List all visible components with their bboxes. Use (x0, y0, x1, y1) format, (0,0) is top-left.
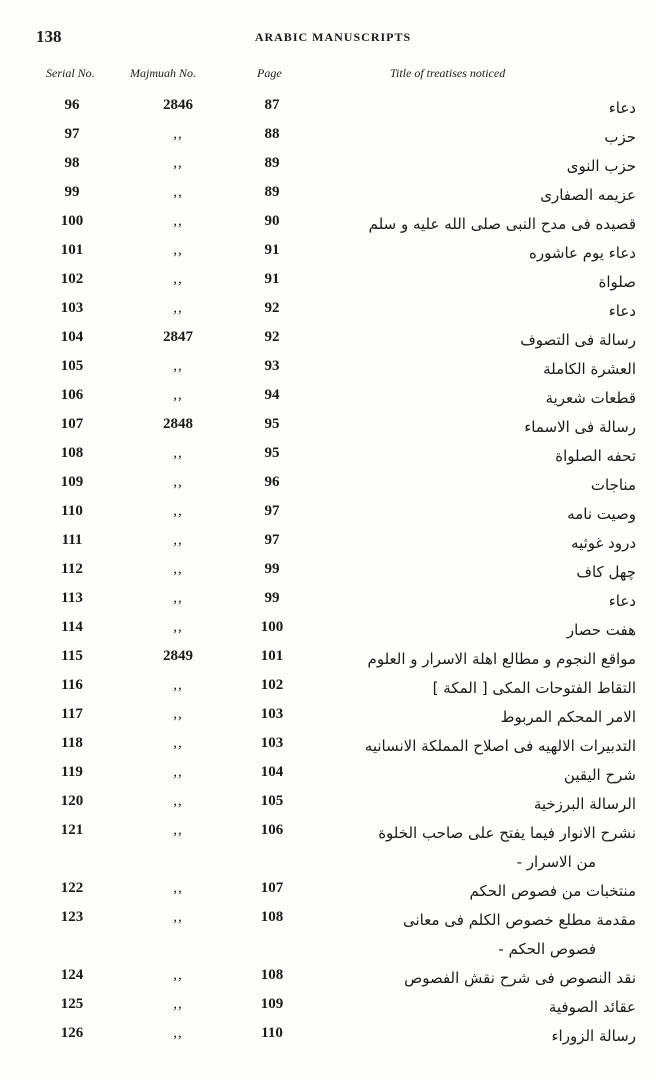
majmuah-number: ,, (173, 271, 183, 287)
treatise-title-line: شرح اليقين (563, 766, 636, 784)
treatise-title-line: مناجات (590, 476, 636, 494)
majmuah-number: ,, (173, 184, 183, 200)
treatise-title (306, 500, 636, 529)
page-reference: 87 (264, 97, 280, 113)
majmuah-number: ,, (173, 532, 183, 548)
table-row (0, 875, 656, 904)
majmuah-number: ,, (173, 909, 183, 925)
majmuah-number: ,, (173, 503, 183, 519)
treatise-title-line: منتخبات من فصوص الحكم (469, 882, 636, 900)
treatise-title-line: قصيده فى مدح النبى صلى الله عليه و سلم (368, 215, 636, 233)
serial-number: 110 (61, 503, 83, 519)
serial-number: 123 (60, 909, 84, 925)
serial-number: 126 (60, 1025, 84, 1041)
treatise-title (306, 326, 636, 355)
majmuah-number: 2849 (163, 648, 193, 664)
table-row (0, 324, 656, 353)
treatise-title-line: چهل كاف (576, 563, 636, 581)
treatise-title (306, 587, 636, 616)
page-reference: 91 (264, 242, 280, 258)
majmuah-number: 2848 (163, 416, 193, 432)
majmuah-number: ,, (173, 590, 183, 606)
treatise-title-line: تحفه الصلواة (555, 447, 636, 465)
majmuah-number: ,, (173, 677, 183, 693)
page-reference: 96 (264, 474, 280, 490)
treatise-table (0, 92, 656, 1049)
treatise-title-line: هفت حصار (566, 621, 636, 639)
majmuah-number: ,, (173, 793, 183, 809)
treatise-title-line: رسالة فى التصوف (520, 331, 636, 349)
page-reference: 106 (260, 822, 284, 838)
table-row (0, 121, 656, 150)
table-row (0, 701, 656, 730)
serial-number: 107 (60, 416, 84, 432)
serial-number: 98 (64, 155, 80, 171)
table-row (0, 208, 656, 237)
majmuah-number: ,, (173, 706, 183, 722)
treatise-title (306, 239, 636, 268)
page-reference: 97 (264, 532, 280, 548)
serial-number: 96 (64, 97, 80, 113)
treatise-title (306, 993, 636, 1022)
treatise-title-line: الرسالة البرزخية (533, 795, 636, 813)
majmuah-number: ,, (173, 155, 183, 171)
treatise-title-line: مقدمة مطلع خصوص الكلم فى معانى (402, 911, 636, 929)
majmuah-number: ,, (173, 474, 183, 490)
table-row (0, 92, 656, 121)
page-reference: 89 (264, 184, 280, 200)
treatise-title-continuation: من الاسرار - (516, 853, 596, 871)
majmuah-number: ,, (173, 358, 183, 374)
treatise-title-line: درود غوثيه (571, 534, 636, 552)
column-header-serial: Serial No. (46, 66, 95, 80)
table-row (0, 266, 656, 295)
treatise-title-line: صلواة (598, 273, 636, 291)
treatise-title (306, 819, 636, 877)
page-reference: 94 (264, 387, 280, 403)
treatise-title (306, 761, 636, 790)
treatise-title-line: قطعات شعرية (545, 389, 636, 407)
page-reference: 100 (260, 619, 284, 635)
page-reference: 108 (260, 967, 284, 983)
majmuah-number: ,, (173, 300, 183, 316)
serial-number: 111 (61, 532, 83, 548)
table-row (0, 179, 656, 208)
treatise-title-line: التقاط الفتوحات المكى [ المكة ] (432, 679, 636, 697)
page-reference: 92 (264, 329, 280, 345)
majmuah-number: ,, (173, 967, 183, 983)
treatise-title (306, 355, 636, 384)
table-row (0, 817, 656, 875)
treatise-title (306, 674, 636, 703)
table-row (0, 962, 656, 991)
treatise-title (306, 94, 636, 123)
page-reference: 97 (264, 503, 280, 519)
treatise-title (306, 471, 636, 500)
serial-number: 104 (60, 329, 84, 345)
treatise-title (306, 152, 636, 181)
serial-number: 122 (60, 880, 84, 896)
page-reference: 95 (264, 416, 280, 432)
serial-number: 102 (60, 271, 84, 287)
table-row (0, 759, 656, 788)
treatise-title-line: دعاء (608, 302, 636, 320)
table-row (0, 614, 656, 643)
treatise-title-line: نشرح الانوار فيما يفتح على صاحب الخلوة (378, 824, 636, 842)
treatise-title-continuation: فصوص الحكم - (498, 940, 596, 958)
table-row (0, 991, 656, 1020)
page-reference: 103 (260, 735, 284, 751)
page-reference: 99 (264, 590, 280, 606)
majmuah-number: ,, (173, 213, 183, 229)
treatise-title (306, 645, 636, 674)
treatise-title-line: الامر المحكم المربوط (500, 708, 636, 726)
table-row (0, 295, 656, 324)
serial-number: 97 (64, 126, 80, 142)
page-reference: 104 (260, 764, 284, 780)
treatise-title-line: دعاء يوم عاشوره (529, 244, 636, 262)
table-row (0, 469, 656, 498)
treatise-title (306, 1022, 636, 1051)
page-reference: 92 (264, 300, 280, 316)
page-reference: 93 (264, 358, 280, 374)
table-row (0, 382, 656, 411)
serial-number: 118 (61, 735, 83, 751)
treatise-title-line: التدبيرات الالهيه فى اصلاح المملكة الانسانيه (364, 737, 636, 755)
page-reference: 103 (260, 706, 284, 722)
treatise-title (306, 703, 636, 732)
majmuah-number: ,, (173, 1025, 183, 1041)
treatise-title-line: مواقع النجوم و مطالع اهلة الاسرار و العلوم (367, 650, 636, 668)
column-header-title: Title of treatises noticed (390, 66, 506, 80)
page-reference: 89 (264, 155, 280, 171)
treatise-title (306, 558, 636, 587)
serial-number: 124 (60, 967, 84, 983)
treatise-title (306, 877, 636, 906)
page-reference: 108 (260, 909, 284, 925)
serial-number: 121 (60, 822, 84, 838)
page-reference: 99 (264, 561, 280, 577)
majmuah-number: ,, (173, 880, 183, 896)
treatise-title-line: نقد النصوص فى شرح نقش الفصوص (404, 969, 636, 987)
running-head: ARABIC MANUSCRIPTS (254, 30, 412, 44)
treatise-title (306, 268, 636, 297)
table-row (0, 643, 656, 672)
majmuah-number: ,, (173, 387, 183, 403)
treatise-title (306, 964, 636, 993)
table-row (0, 353, 656, 382)
table-row (0, 904, 656, 962)
majmuah-number: ,, (173, 561, 183, 577)
treatise-title (306, 529, 636, 558)
serial-number: 120 (60, 793, 84, 809)
page-reference: 102 (260, 677, 284, 693)
treatise-title (306, 906, 636, 964)
serial-number: 112 (61, 561, 83, 577)
treatise-title-line: دعاء (608, 592, 636, 610)
table-row (0, 672, 656, 701)
table-row (0, 556, 656, 585)
serial-number: 115 (61, 648, 83, 664)
table-row (0, 498, 656, 527)
treatise-title (306, 616, 636, 645)
page-reference: 107 (260, 880, 284, 896)
treatise-title (306, 181, 636, 210)
table-row (0, 150, 656, 179)
page-reference: 91 (264, 271, 280, 287)
serial-number: 117 (61, 706, 83, 722)
majmuah-number: ,, (173, 445, 183, 461)
page-reference: 105 (260, 793, 284, 809)
table-row (0, 1020, 656, 1049)
table-row (0, 527, 656, 556)
page-reference: 110 (261, 1025, 283, 1041)
treatise-title-line: العشرة الكاملة (543, 360, 636, 378)
page-reference: 101 (260, 648, 284, 664)
column-header-page: Page (257, 66, 282, 80)
treatise-title (306, 210, 636, 239)
majmuah-number: ,, (173, 735, 183, 751)
table-row (0, 411, 656, 440)
serial-number: 103 (60, 300, 84, 316)
treatise-title (306, 123, 636, 152)
majmuah-number: ,, (173, 822, 183, 838)
serial-number: 100 (60, 213, 84, 229)
treatise-title-line: دعاء (608, 99, 636, 117)
majmuah-number: ,, (173, 764, 183, 780)
majmuah-number: ,, (173, 126, 183, 142)
majmuah-number: ,, (173, 619, 183, 635)
page-reference: 109 (260, 996, 284, 1012)
page-number: 138 (36, 27, 62, 46)
serial-number: 119 (61, 764, 83, 780)
table-row (0, 440, 656, 469)
table-row (0, 730, 656, 759)
treatise-title (306, 442, 636, 471)
treatise-title-line: حزب النوى (566, 157, 636, 175)
page-reference: 95 (264, 445, 280, 461)
serial-number: 114 (61, 619, 83, 635)
treatise-title-line: رسالة الزوراء (551, 1027, 636, 1045)
treatise-title-line: عزيمه الصفارى (540, 186, 636, 204)
table-row (0, 788, 656, 817)
treatise-title (306, 732, 636, 761)
table-row (0, 585, 656, 614)
column-header-majmuah: Majmuah No. (130, 66, 196, 80)
serial-number: 99 (64, 184, 80, 200)
majmuah-number: 2847 (163, 329, 193, 345)
page-reference: 90 (264, 213, 280, 229)
serial-number: 101 (60, 242, 84, 258)
majmuah-number: ,, (173, 996, 183, 1012)
treatise-title-line: وصيت نامه (567, 505, 636, 523)
majmuah-number: ,, (173, 242, 183, 258)
treatise-title (306, 790, 636, 819)
treatise-title-line: عقائد الصوفية (548, 998, 636, 1016)
treatise-title-line: حزب (604, 128, 636, 146)
majmuah-number: 2846 (163, 97, 193, 113)
serial-number: 108 (60, 445, 84, 461)
serial-number: 116 (61, 677, 83, 693)
serial-number: 106 (60, 387, 84, 403)
table-row (0, 237, 656, 266)
page-reference: 88 (264, 126, 280, 142)
serial-number: 125 (60, 996, 84, 1012)
treatise-title (306, 413, 636, 442)
treatise-title (306, 384, 636, 413)
serial-number: 109 (60, 474, 84, 490)
treatise-title (306, 297, 636, 326)
serial-number: 113 (61, 590, 83, 606)
serial-number: 105 (60, 358, 84, 374)
treatise-title-line: رسالة فى الاسماء (524, 418, 636, 436)
